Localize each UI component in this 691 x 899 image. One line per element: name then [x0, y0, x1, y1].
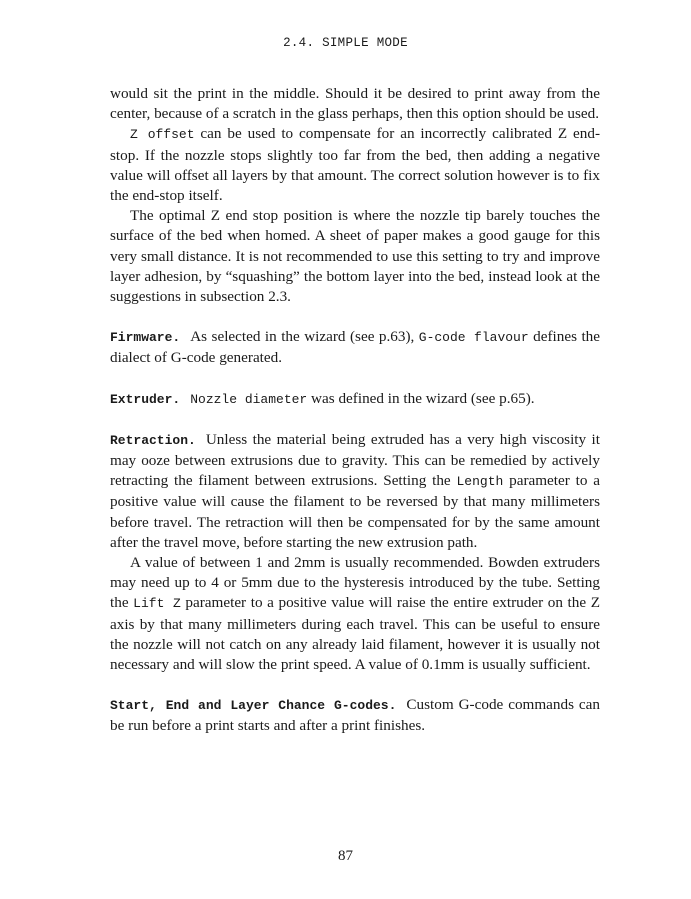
paragraph-text: The optimal Z end stop position is where the nozzle tip barely touches the surface of the bed when homed. A sheet of paper makes a good gauge for this very small distance. It is not recommended to use this setting to try and improve layer adhesion, by “squashing” the bottom layer into the bed, instead look at the suggestions in subsection 2.3. [110, 207, 600, 306]
section-gcodes [110, 695, 600, 736]
heading-extruder: Extruder. [110, 391, 181, 407]
paragraph-z-offset [110, 124, 600, 206]
paragraph-text: Custom G-code commands can be run before a print starts and after a print finishes. [110, 696, 600, 735]
code-z-offset: Z offset [130, 127, 195, 143]
paragraph-text: As selected in the wizard (see p.63), [190, 328, 419, 346]
section-firmware [110, 327, 600, 368]
paragraph-text: parameter to a positive value will cause the filament to be reversed by that many millimeters before travel. The retraction will then be compensated for by the same amount after the travel move, before starting the new extrusion path. [110, 472, 601, 551]
code-lift-z: Lift Z [133, 596, 181, 612]
paragraph-text: was defined in the wizard (see p.65). [307, 389, 535, 407]
heading-retraction: Retraction. [110, 432, 196, 448]
paragraph-continued [110, 84, 600, 124]
section-retraction [110, 430, 600, 553]
paragraph-z-endstop [110, 206, 600, 307]
body-text [110, 84, 600, 737]
running-head: 2.4. SIMPLE MODE [283, 36, 408, 50]
code-nozzle-diameter: Nozzle diameter [190, 391, 308, 407]
paragraph-text: Unless the material being extruded has a very high viscosity it may ooze between extrusions due to gravity. This can be remedied by actively retracting the filament between extrusions. Setting the [110, 430, 600, 490]
heading-gcodes: Start, End and Layer Chance G-codes. [110, 698, 397, 714]
heading-firmware: Firmware. [110, 330, 181, 346]
paragraph-text: would sit the print in the middle. Should it be desired to print away from the center, because of a scratch in the glass perhaps, then this option should be used. [110, 85, 600, 123]
page-number: 87 [338, 848, 353, 864]
paragraph-text: parameter to a positive value will raise the entire extruder on the Z axis by that many millimeters during each travel. This can be useful to ensure the nozzle will not catch on any already laid filament, however it is usually not necessary and will slow the print speed. A value of 0.1mm is usually sufficient. [110, 594, 600, 674]
paragraph-text: A value of between 1 and 2mm is usually recommended. Bowden extruders may need up to 4 or 5mm due to the hysteresis introduced by the tube. Setting the [110, 554, 600, 612]
paragraph-text: can be used to compensate for an incorrectly calibrated Z end-stop. If the nozzle stops slightly too far from the bed, then adding a negative value will offset all layers by that amount. The correct solution however is to fix the end-stop itself. [110, 125, 601, 205]
code-length: Length [456, 474, 504, 490]
paragraph-retraction-values [110, 553, 600, 675]
section-extruder [110, 389, 600, 410]
paragraph-text: defines the dialect of G-code generated. [110, 328, 600, 367]
code-gcode-flavour: G-code flavour [418, 330, 529, 346]
